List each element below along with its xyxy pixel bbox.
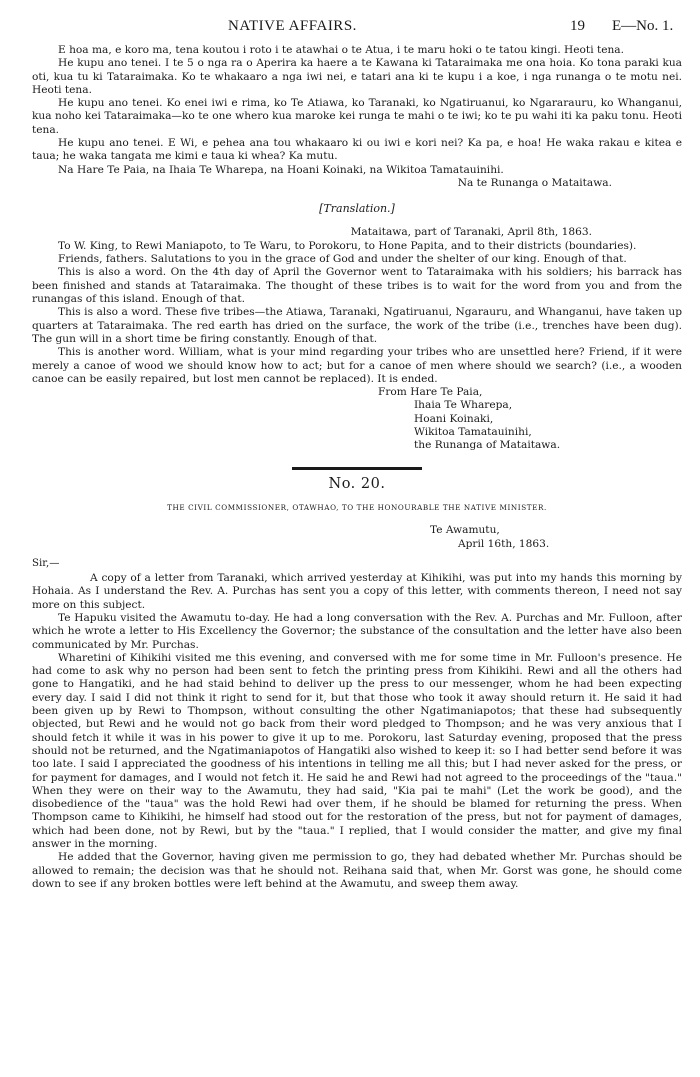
page-number: 19 (570, 18, 585, 34)
translation-paragraph: This is also a word. These five tribes—the Atiawa, Taranaki, Ngatiruanui, Ngarauru, and Whanganui, have taken up quarters at Tataraimaka. The red earth has dried on the surface, the work of the tribe (i.e., trenches have been dug). The gun will in a short time be firing constantly. Enough of that. (32, 306, 682, 345)
signature-name: Ihaia Te Wharepa, (414, 399, 513, 412)
signature-lead: From Hare Te Paia, (378, 386, 483, 399)
translation-dateline: Mataitawa, part of Taranaki, April 8th, 1863. (350, 225, 592, 238)
maori-paragraph: He kupu ano tenei. Ko enei iwi e rima, ko Te Atiawa, ko Taranaki, ko Ngatiruanui, ko Ngararauru, ko Whanganui, kua noho kei Tataraimaka—ko te one whero kua maroke kei runga te mahi o te iwi; ko te pu wahi iti ka paku tonu. Heoti tena. (32, 97, 682, 136)
maori-paragraph: He kupu ano tenei. E Wi, e pehea ana tou whakaaro ki ou iwi e kori nei? Ka pa, e hoa! He waka rakau e kitea e taua; he waka tangata me kimi e taua ki whea? Ka mutu. (32, 137, 682, 163)
maori-letter (32, 44, 682, 190)
translation-paragraph: This is another word. William, what is your mind regarding your tribes who are unsettled here? Friend, if it were merely a canoe of wood we should know how to act; but for a canoe of men where should we search? (i.e., a wooden canoe can be easily repaired, but lost men cannot be replaced). It is ended. (32, 346, 682, 385)
page-header (32, 14, 682, 44)
translation-letter (32, 226, 682, 453)
translation-signature (378, 386, 682, 452)
translation-paragraph: This is also a word. On the 4th day of April the Governor went to Tataraimaka with his soldiers; his barrack has been finished and stands at Tataraimaka. The thought of these tribes is to wait for the word from you and from the runangas of this island. Enough of that. (32, 266, 682, 306)
dispatch-paragraph: He added that the Governor, having given me permission to go, they had debated whether Mr. Purchas should be allowed to remain; the decision was that he should not. Reihana said that, when Mr. Gorst was gone, he should come down to see if any broken bottles were left behind at the Awamutu, and sweep them away. (32, 851, 682, 890)
translation-label: [Translation.] (319, 202, 395, 216)
maori-signatories: Na Hare Te Paia, na Ihaia Te Wharepa, na Hoani Koinaki, na Wikitoa Tamatauinihi. (58, 163, 504, 176)
translation-paragraph: Friends, fathers. Salutations to you in the grace of God and under the shelter of our king. Enough of that. (58, 253, 627, 266)
maori-closing: Na te Runanga o Mataitawa. (457, 176, 612, 189)
series-number: E—No. 1. (612, 18, 674, 34)
translation-paragraph: To W. King, to Rewi Maniapoto, to Te Waru, to Porokoru, to Hone Papita, and to their districts (boundaries). (58, 239, 637, 252)
dispatch-body (32, 572, 682, 891)
section-divider (292, 467, 422, 470)
signature-name: Hoani Koinaki, (414, 412, 494, 425)
address-place: Te Awamutu, (430, 524, 500, 537)
maori-paragraph: He kupu ano tenei. I te 5 o nga ra o Aperira ka haere a te Kawana ki Tataraimaka me ona hoia. Ko tona paraki kua oti, kua tu ki Tataraimaka. Ko te whakaaro a nga iwi nei, e tatari ana ki te kupu i a koe, i nga runanga o te motu nei. Heoti tena. (32, 57, 682, 96)
salutation: Sir,— (32, 557, 60, 569)
document-number: No. 20. (328, 475, 386, 492)
signature-name: the Runanga of Mataitawa. (414, 439, 561, 452)
address-block (430, 524, 682, 551)
running-title: NATIVE AFFAIRS. (228, 18, 357, 34)
address-date: April 16th, 1863. (458, 537, 550, 550)
dispatch-paragraph: A copy of a letter from Taranaki, which arrived yesterday at Kihikihi, was put into my hands this morning by Hohaia. As I understand the Rev. A. Purchas has sent you a copy of this letter, with comments thereon, I need not say more on this subject. (32, 572, 682, 611)
maori-paragraph: E hoa ma, e koro ma, tena koutou i roto i te atawhai o te Atua, i te maru hoki o te tatou kingi. Heoti tena. (58, 44, 624, 56)
dispatch-paragraph: Te Hapuku visited the Awamutu to-day. He had a long conversation with the Rev. A. Purchas and Mr. Fulloon, after which he wrote a letter to His Excellency the Governor; the substance of the consultation and the letter have also been communicated by Mr. Purchas. (32, 611, 682, 651)
signature-name: Wikitoa Tamatauinihi, (414, 426, 532, 439)
document-caption: THE CIVIL COMMISSIONER, OTAWHAO, TO THE HONOURABLE THE NATIVE MINISTER. (167, 502, 547, 512)
dispatch-paragraph: Wharetini of Kihikihi visited me this evening, and conversed with me for some time in Mr. Fulloon's presence. He had come to ask why no person had been sent to fetch the printing press from Kihikihi. Rewi and all the others had gone to Hangatiki, and he had staid behind to deliver up the press to our messenger, whom he had been expecting every day. I said I did not think it right to send for it, but that those who took it away should return it. He said it had been given up by Rewi to Thompson, without consulting the other Ngatimaniapotos; that these had subsequently objected, but Rewi and he would not go back from their word pledged to Thompson; and he was very anxious that I should fetch it while it was in his power to give it up to me. Porokoru, last Saturday evening, proposed that the press should not be returned, and the Ngatimaniapotos of Hangatiki also wished to keep it: so I had better send before it was too late. I said I appreciated the goodness of his intentions in telling me all this; but I had never asked for the press, or for payment for damages, and I would not fetch it. He said he and Rewi had not agreed to the proceedings of the "taua." When they were on their way to the Awamutu, they had said, "Kia pai te mahi" (Let the work be good), and the disobedience of the "taua" was the hold Rewi had over them, if he should be blamed for returning the press. When Thompson came to Kihikihi, he himself had stood out for the restoration of the press, but not for payment of damages, which had been done, not by Rewi, but by the "taua." I replied, that I would consider the matter, and give my final answer in the morning. (32, 651, 682, 851)
